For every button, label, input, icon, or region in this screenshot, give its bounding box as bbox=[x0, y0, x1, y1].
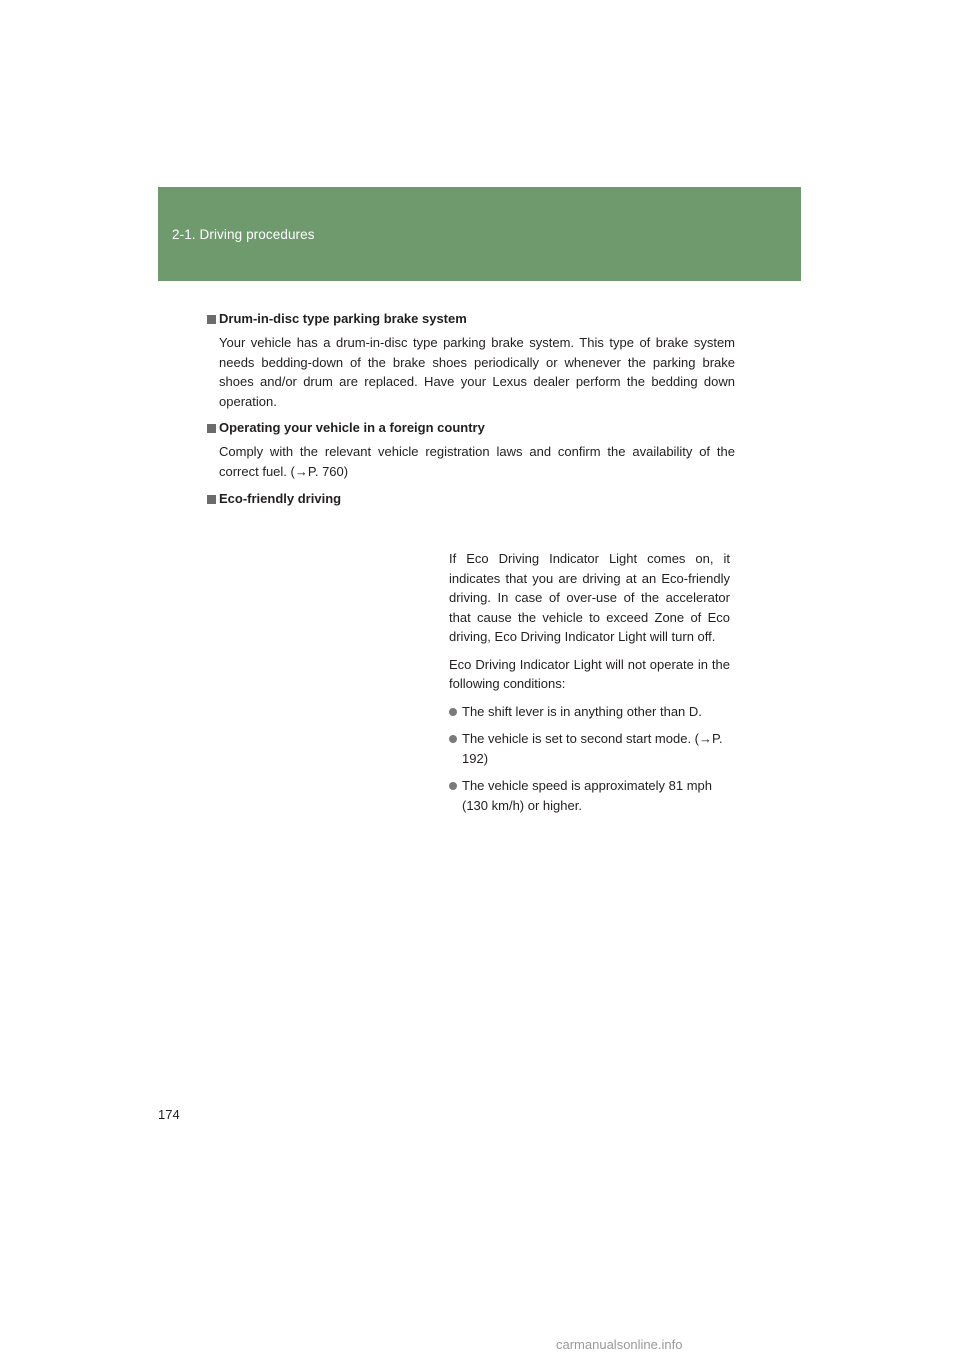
section-heading bbox=[207, 309, 735, 329]
section-eco-friendly bbox=[207, 489, 735, 509]
watermark: carmanualsonline.info bbox=[556, 1337, 683, 1352]
eco-paragraph: Eco Driving Indicator Light will not operate in the following conditions: bbox=[449, 656, 730, 691]
page-number: 174 bbox=[158, 1107, 180, 1122]
square-bullet-icon bbox=[207, 315, 216, 324]
list-item: The vehicle speed is approximately 81 mph (130 km/h) or higher. bbox=[449, 776, 730, 815]
section-heading bbox=[207, 418, 735, 438]
section-title: 2-1. Driving procedures bbox=[172, 227, 315, 242]
square-bullet-icon bbox=[207, 495, 216, 504]
bullet-dot-icon bbox=[449, 782, 457, 790]
list-item: The vehicle is set to second start mode. (→P. 192) bbox=[449, 729, 730, 768]
bullet-dot-icon bbox=[449, 708, 457, 716]
section-heading bbox=[207, 489, 735, 509]
section-foreign-country bbox=[207, 418, 735, 481]
square-bullet-icon bbox=[207, 424, 216, 433]
section-body: Comply with the relevant vehicle registration laws and confirm the availability of the correct fuel. (→P. 760) bbox=[219, 444, 735, 479]
heading-text: Operating your vehicle in a foreign country bbox=[219, 420, 485, 435]
eco-description bbox=[449, 549, 730, 823]
list-item: The shift lever is in anything other than D. bbox=[449, 702, 730, 722]
header-band bbox=[158, 187, 801, 281]
eco-paragraph: If Eco Driving Indicator Light comes on, it indicates that you are driving at an Eco-friendly driving. In case of over-use of the accelerator that cause the vehicle to exceed Zone of Eco driving, Eco Driving Indicator Light will turn off. bbox=[449, 551, 730, 644]
bullet-dot-icon bbox=[449, 735, 457, 743]
heading-text: Drum-in-disc type parking brake system bbox=[219, 311, 467, 326]
heading-text: Eco-friendly driving bbox=[219, 491, 342, 506]
section-body: Your vehicle has a drum-in-disc type parking brake system. This type of brake system needs bedding-down of the brake shoes periodically or whenever the parking brake shoes and/or drum are replaced. Have your Lexus dealer perform the bedding down operation. bbox=[219, 335, 735, 409]
section-drum-in-disc bbox=[207, 309, 735, 411]
